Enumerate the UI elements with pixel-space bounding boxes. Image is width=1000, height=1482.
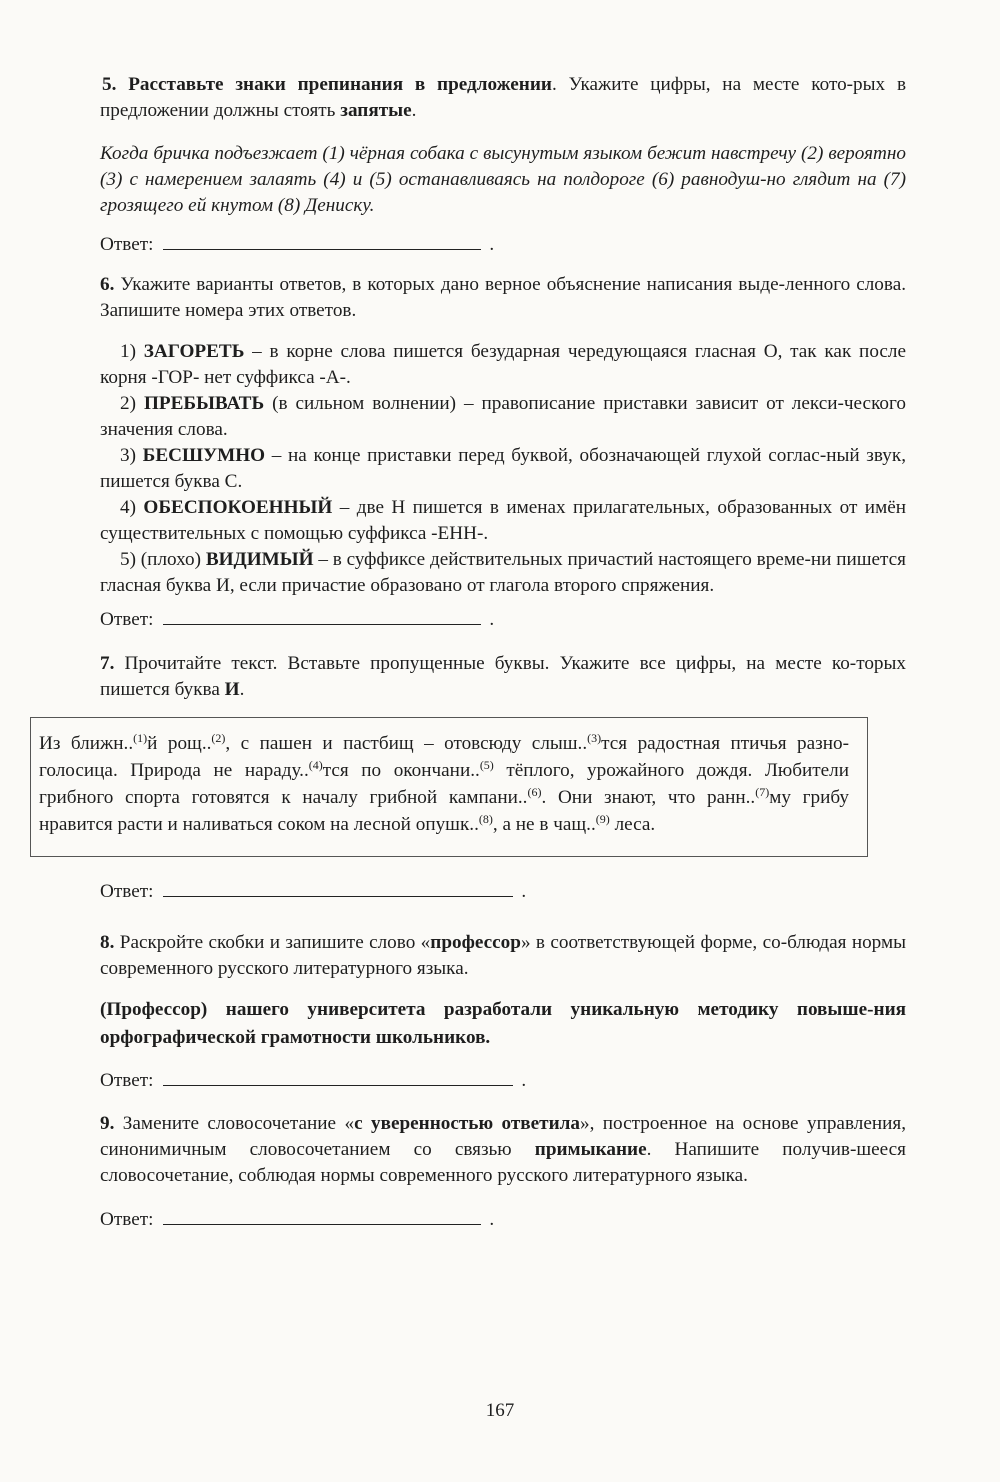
task5-sentence: Когда бричка подъезжает (1) чёрная собака с высунутым языком бежит навстречу (2) вероятно (3) с намерением залаять (4) и (5) останавливаясь на полдороге (6) равнодуш-но глядит на (7) грозящего ей кнутом (8) Дениску.: [100, 143, 906, 216]
option-word: ВИДИМЫЙ: [205, 549, 314, 570]
task7-answer: [100, 878, 526, 905]
task6-option-1: [100, 339, 906, 391]
option-number: 1): [120, 341, 136, 362]
option-number: 2): [120, 393, 136, 414]
text-fragment: Из ближн..: [39, 733, 134, 754]
option-word: ПРЕБЫВАТЬ: [143, 393, 265, 414]
option-number: 5): [120, 549, 136, 570]
task7-letter: И: [224, 679, 240, 700]
answer-end: .: [521, 1070, 527, 1091]
option-prefix: (плохо): [140, 549, 206, 570]
text-fragment: . Они знают, что ранн..: [541, 787, 756, 808]
task6-option-5: [100, 547, 906, 599]
task7-text-box: [30, 717, 868, 857]
task6-option-2: [100, 391, 906, 443]
text-fragment: , с пашен и пастбищ – отовсюду слыш..: [225, 733, 588, 754]
answer-line[interactable]: [163, 1067, 513, 1086]
task7-letter-end: .: [239, 679, 245, 700]
task8-answer: [100, 1067, 526, 1094]
task6-text: Укажите варианты ответов, в которых дано верное объяснение написания выде-ленного слова. Запишите номера этих ответов.: [100, 274, 907, 321]
task5-title-end: .: [411, 100, 417, 121]
gap-number: (4): [308, 758, 323, 772]
text-fragment: тёплого, урожайного дождя. Любители грибного спорта готовятся к началу грибной кампани..: [39, 760, 849, 808]
task9-answer: [100, 1206, 494, 1233]
answer-line[interactable]: [163, 231, 481, 250]
option-word: ЗАГОРЕТЬ: [143, 341, 245, 362]
answer-label: Ответ:: [100, 881, 154, 902]
task6-option-3: [100, 443, 906, 495]
text-fragment: , а не в чащ..: [492, 814, 596, 835]
task5-number: 5.: [102, 74, 117, 95]
gap-number: (7): [755, 785, 770, 799]
gap-number: (8): [478, 812, 493, 826]
task9-text-b: », построенное на основе управления, синонимичным словосочетанием со связью: [100, 1113, 907, 1160]
answer-line[interactable]: [163, 1206, 481, 1225]
task6-answer: [100, 606, 494, 633]
answer-end: .: [489, 234, 495, 255]
task8-word: профессор: [430, 932, 521, 953]
task6-options: [100, 339, 906, 599]
gap-number: (3): [587, 731, 602, 745]
answer-label: Ответ:: [100, 1070, 154, 1091]
answer-line[interactable]: [163, 878, 513, 897]
task9-text-c: . Напишите получив-шееся словосочетание, соблюдая нормы современного русского литературного языка.: [100, 1139, 907, 1186]
task8-number: 8.: [100, 932, 115, 953]
text-fragment: леса.: [609, 814, 656, 835]
option-text: – на конце приставки перед буквой, обозначающей глухой соглас-ный звук, пишется буква С.: [100, 445, 907, 492]
gap-number: (2): [211, 731, 226, 745]
option-text: (в сильном волнении) – правописание приставки зависит от лекси-ческого значения слова.: [100, 393, 906, 440]
text-fragment: му грибу нравится расти и наливаться соком на лесной опушк..: [39, 787, 850, 835]
task7-text: Прочитайте текст. Вставьте пропущенные буквы. Укажите все цифры, на месте ко-торых пишется буква: [100, 653, 906, 700]
task6-number: 6.: [100, 274, 115, 295]
task9-phrase: с уверенностью ответила: [354, 1113, 580, 1134]
task6-option-4: [100, 495, 906, 547]
option-word: ОБЕСПОКОЕННЫЙ: [143, 497, 333, 518]
answer-end: .: [489, 1209, 495, 1230]
answer-label: Ответ:: [100, 609, 154, 630]
task8-text-a: Раскройте скобки и запишите слово «: [119, 932, 431, 953]
task8-instruction: [100, 930, 906, 982]
task5-answer: [100, 231, 494, 258]
task7-instruction: [100, 651, 906, 703]
task5-title-rest: . Укажите цифры, на месте кото-рых в предложении должны стоять: [100, 74, 907, 121]
text-fragment: й рощ..: [147, 733, 212, 754]
task9-link-type: примыкание: [534, 1139, 647, 1160]
task5-title-bold: Расставьте знаки препинания в предложении: [128, 74, 552, 95]
gap-number: (1): [133, 731, 148, 745]
option-number: 3): [120, 445, 136, 466]
text-fragment: тся радостная птичья разно-голосица. Природа не нараду..: [39, 733, 850, 781]
option-word: БЕСШУМНО: [142, 445, 266, 466]
task9-number: 9.: [100, 1113, 115, 1134]
task6-instruction: [100, 272, 906, 324]
task9-text-a: Замените словосочетание «: [122, 1113, 355, 1134]
task9-instruction: [100, 1111, 906, 1189]
text-fragment: тся по окончани..: [322, 760, 480, 781]
answer-end: .: [489, 609, 495, 630]
option-text: – в корне слова пишется безударная чередующаяся гласная О, так как после корня -ГОР- нет суффикса -А-.: [100, 341, 906, 388]
gap-number: (6): [527, 785, 542, 799]
task8-sentence: (Профессор) нашего университета разработали уникальную методику повыше-ния орфографической грамотности школьников.: [100, 999, 906, 1048]
answer-line[interactable]: [163, 606, 481, 625]
gap-number: (9): [595, 812, 610, 826]
task5-title-bold2: запятые: [340, 100, 412, 121]
option-text: – две Н пишется в именах прилагательных, образованных от имён существительных с помощью суффикса -ЕНН-.: [100, 497, 906, 544]
option-text: – в суффиксе действительных причастий настоящего време-ни пишется гласная буква И, если причастие образовано от глагола второго спряжения.: [100, 549, 906, 596]
answer-label: Ответ:: [100, 234, 154, 255]
page-number: 167: [485, 1400, 515, 1421]
gap-number: (5): [479, 758, 494, 772]
answer-label: Ответ:: [100, 1209, 154, 1230]
answer-end: .: [521, 881, 527, 902]
task8-text-b: » в соответствующей форме, со-блюдая нормы современного русского литературного языка.: [100, 932, 907, 979]
task7-number: 7.: [100, 653, 115, 674]
option-number: 4): [120, 497, 136, 518]
task5-instruction: [100, 72, 906, 124]
